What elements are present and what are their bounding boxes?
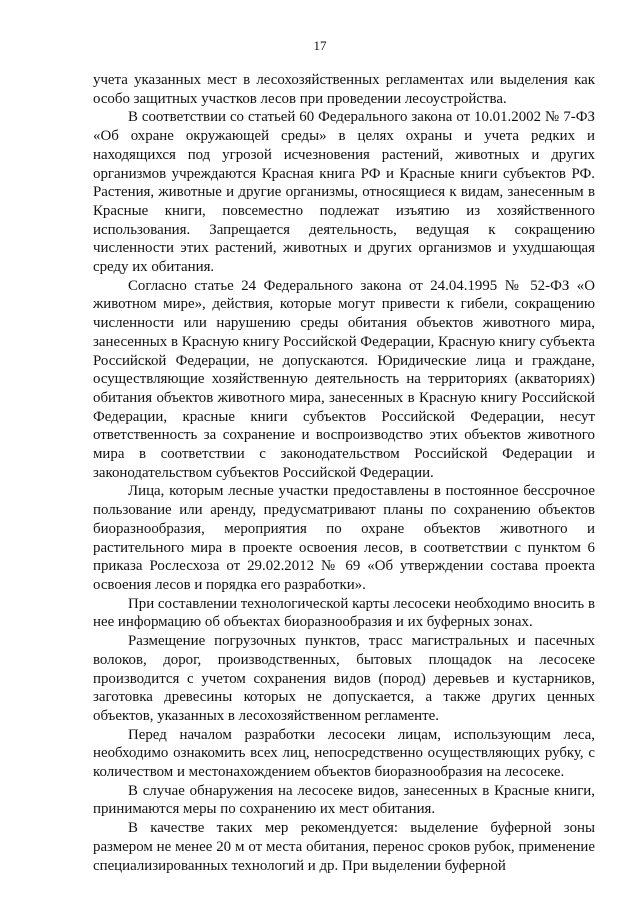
paragraph-continuation: учета указанных мест в лесохозяйственных регламентах или выделения как особо защитных участков лесов при проведении лесоустройства. [93,72,595,107]
paragraph-environmental-protection-law: В соответствии со статьей 60 Федерального закона от 10.01.2002 № 7-ФЗ «Об охране окружающей среды» в целях охраны и учета редких и находящихся под угрозой исчезновения растений, животных и других организмов учреждаются Красная книга РФ и Красные книги субъектов РФ. Растения, животные и другие организмы, относящиеся к видам, занесенным в Красные книги, повсеместно подлежат изъятию из хозяйственного использования. Запрещается деятельность, ведущая к сокращению численности этих растений, животных и других организмов и ухудшающая среду их обитания. [93,109,595,276]
page-number: 17 [313,38,327,53]
document-body [93,71,595,875]
paragraph-red-book-species-found: В случае обнаружения на лесосеке видов, занесенных в Красные книги, принимаются меры по сохранению их мест обитания. [93,782,595,818]
paragraph-worker-briefing: Перед началом разработки лесосеки лицам, использующим леса, необходимо ознакомить всех лиц, непосредственно осуществляющих рубку, с количеством и местонахождением объектов биоразнообразия на лесосеке. [93,726,595,781]
paragraph-forest-development-project: Лица, которым лесные участки предоставлены в постоянное бессрочное пользование или аренду, предусматривают планы по сохранению объектов биоразнообразия, мероприятия по охране объектов животного и растительного мира в проекте освоения лесов, в соответствии с пунктом 6 приказа Рослесхоза от 29.02.2012 № 69 «Об утверждении состава проекта освоения лесов и порядка его разработки». [93,483,595,593]
paragraph-buffer-zone-measures: В качестве таких мер рекомендуется: выделение буферной зоны размером не менее 20 м от места обитания, перенос сроков рубок, применение специализированных технологий и др. При выделении буферной [93,820,595,874]
paragraph-technological-map: При составлении технологической карты лесосеки необходимо вносить в нее информацию об объектах биоразнообразия и их буферных зонах. [93,595,595,631]
paragraph-animal-world-law: Согласно статье 24 Федерального закона от 24.04.1995 № 52-ФЗ «О животном мире», действия, которые могут привести к гибели, сокращению численности или нарушению среды обитания объектов животного мира, занесенных в Красную книгу Российской Федерации, Красную книгу субъекта Российской Федерации, не допускаются. Юридические лица и граждане, осуществляющие хозяйственную деятельность на территориях (акваториях) обитания объектов животного мира, занесенных в Красную книгу Российской Федерации, красные книги субъектов Российской Федерации, несут ответственность за сохранение и воспроизводство этих объектов животного мира в соответствии с законодательством Российской Федерации и законодательством субъектов Российской Федерации. [93,277,595,481]
paragraph-site-placement: Размещение погрузочных пунктов, трасс магистральных и пасечных волоков, дорог, производственных, бытовых площадок на лесосеке производится с учетом сохранения видов (пород) деревьев и кустарников, заготовка древесины которых не допускается, а также других ценных объектов, указанных в лесохозяйственном регламенте. [93,633,595,724]
